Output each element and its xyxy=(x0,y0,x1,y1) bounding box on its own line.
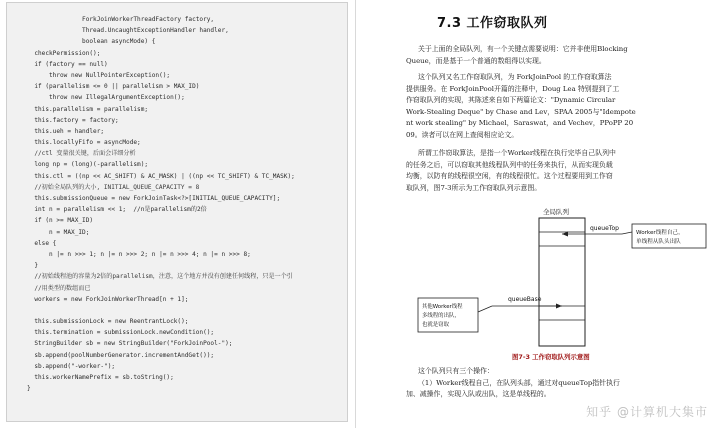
code-line: long np = (long)(-parallelism); xyxy=(27,161,149,169)
text-line: Queue，而是基于一个普通的数组得以实现。 xyxy=(406,56,546,65)
code-line: this.parallelism = parallelism; xyxy=(27,105,149,113)
code-line: n |= n >>> 1; n |= n >>> 2; n |= n >>> 4; n |= n >>> 8; xyxy=(27,250,251,258)
other-worker-note-line: 其他Worker线程 xyxy=(422,304,463,310)
own-worker-note-line: 单线程从队头出队 xyxy=(636,239,681,245)
text-line: 09。读者可以在网上查阅相应论文。 xyxy=(406,130,519,139)
text-line: Work-Stealing Deque" by Chase and Lev，SPAA 2005与"Idempote xyxy=(406,107,636,116)
code-line: } xyxy=(27,262,39,270)
code-line: workers = new ForkJoinWorkerThread[n + 1]; xyxy=(27,295,189,303)
text-line: 这个队列又名工作窃取队列，为 ForkJoinPool 的工作窃取算法 xyxy=(418,73,612,81)
code-line: this.termination = submissionLock.newCondition(); xyxy=(27,329,215,337)
code-listing xyxy=(6,2,348,422)
queue-top-label: queueTop xyxy=(590,225,619,232)
paragraph-1 xyxy=(406,44,712,67)
paragraph-2 xyxy=(406,72,712,142)
code-line: ForkJoinWorkerThreadFactory factory, xyxy=(27,16,215,23)
code-comment: //初始全局队列的大小, INITIAL_QUEUE_CAPACITY = 8 xyxy=(27,183,200,191)
text-line: nt work stealing" by Michael，Saraswat，and Vechev，PPoPP 20 xyxy=(406,119,634,128)
code-line: this.submissionQueue = new ForkJoinTask<?>[INITIAL_QUEUE_CAPACITY]; xyxy=(27,195,281,202)
queue-base-label: queueBase xyxy=(508,296,542,303)
text-line: 取队列，图7-3所示为工作窃取队列示意图。 xyxy=(406,183,542,192)
left-page xyxy=(0,0,356,428)
watermark: 知乎 @计算机大集市 xyxy=(586,405,708,419)
code-line: int n = parallelism << 1; //n是parallelism的2倍 xyxy=(27,206,207,214)
code-line: throw new NullPointerException(); xyxy=(27,71,171,79)
code-line: StringBuilder sb = new StringBuilder("ForkJoinPool-"); xyxy=(27,340,233,348)
section-title: 7.3 工作窃取队列 xyxy=(437,16,548,31)
code-line: if (factory == null) xyxy=(27,60,108,68)
code-line: this.factory = factory; xyxy=(27,116,119,124)
other-worker-note-line: 多线程的出队， xyxy=(422,313,460,319)
code-line: checkPermission(); xyxy=(27,49,101,57)
text-line: 提供服务。在 ForkJoinPool开篇的注释中，Doug Lea 特别提到了工 xyxy=(406,84,620,93)
right-page xyxy=(362,0,720,428)
code-line: this.workerNamePrefix = sb.toString(); xyxy=(27,374,174,381)
code-comment: //初始线程池的容量为2倍的parallelism，注意，这个地方并没有创建任何线程，只是一个引 xyxy=(27,273,293,281)
code-line xyxy=(27,305,347,316)
code-line: n = MAX_ID; xyxy=(27,228,90,236)
queue-array xyxy=(539,218,585,346)
paragraph-3 xyxy=(406,148,712,194)
text-line: 作窃取队列的实现，其陈述来自如下两篇论文："Dynamic Circular xyxy=(406,96,616,105)
text-line: （1）Worker线程自己，在队列头部，通过对queueTop指针执行 xyxy=(418,378,620,387)
text-line: 所谓工作窃取算法，是指一个Worker线程在执行完毕自己队列中 xyxy=(418,149,616,157)
code-line: throw new IllegalArgumentException(); xyxy=(27,94,185,102)
code-comment: //用类型的数组而已 xyxy=(27,284,91,292)
code-line: this.locallyFifo = asyncMode; xyxy=(27,139,141,147)
code-line: this.submissionLock = new ReentrantLock(); xyxy=(27,318,189,326)
code-line: } xyxy=(27,385,31,393)
code-line: this.ctl = ((np << AC_SHIFT) & AC_MASK) | ((np << TC_SHIFT) & TC_MASK); xyxy=(27,172,295,180)
paragraph-4 xyxy=(406,366,712,401)
code-line: boolean asyncMode) { xyxy=(27,38,156,46)
code-line: sb.append(poolNumberGenerator.incrementAndGet()); xyxy=(27,351,215,359)
callout-leader xyxy=(478,306,492,312)
other-worker-note-line: 也就是窃取 xyxy=(422,322,449,328)
array-label: 全局队列 xyxy=(543,208,569,216)
code-line: Thread.UncaughtExceptionHandler handler, xyxy=(27,27,229,35)
code-line: if (n >= MAX_ID) xyxy=(27,217,94,225)
code-comment: //ctl 变量很关键，后面会详细分析 xyxy=(27,150,136,158)
text-line: 加、减操作，实现入队或出队，这是单线程的。 xyxy=(406,390,551,399)
own-worker-note-line: Worker线程自己， xyxy=(636,230,684,236)
code-line: else { xyxy=(27,239,57,247)
figure-caption: 图7-3 工作窃取队列示意图 xyxy=(512,353,590,361)
text-line: 关于上面的全局队列，有一个关键点需要说明：它并非使用Blocking xyxy=(418,45,628,53)
text-line: 均衡，以防有的线程很空闲，有的线程很忙。这个过程要用到工作窃 xyxy=(406,172,613,181)
text-line: 的任务之后，可以窃取其他线程队列中的任务来执行，从而实现负载 xyxy=(406,160,613,169)
code-line: sb.append("-worker-"); xyxy=(27,362,116,370)
code-line: this.ueh = handler; xyxy=(27,127,105,135)
work-stealing-diagram xyxy=(412,202,712,350)
code-line: if (parallelism <= 0 || parallelism > MAX_ID) xyxy=(27,83,200,91)
text-line: 这个队列只有三个操作： xyxy=(418,367,494,375)
callout-leader xyxy=(622,232,632,234)
